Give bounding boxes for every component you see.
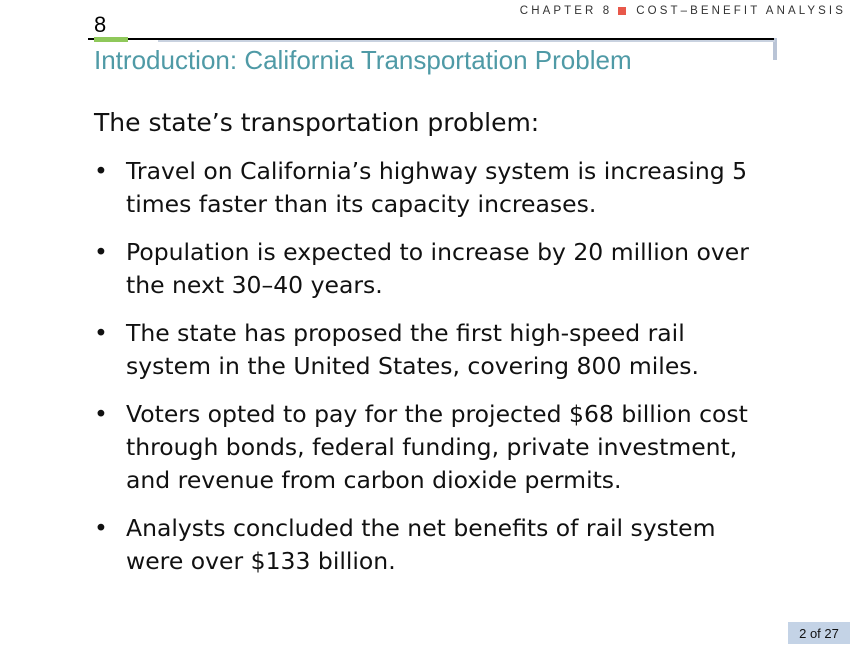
chapter-label: CHAPTER 8 [519, 5, 613, 17]
rule-shadow-bottom [158, 40, 775, 42]
bullet-icon: • [94, 238, 108, 266]
bullet-item [94, 398, 774, 497]
bullet-text: Travel on California’s highway system is increasing 5 times faster than its capacity increases. [126, 157, 748, 218]
bullet-text: The state has proposed the first high-speed rail system in the United States, covering 800 miles. [126, 319, 700, 380]
bullet-item [94, 155, 774, 221]
bullet-icon: • [94, 157, 108, 185]
bullet-icon: • [94, 514, 108, 542]
section-label: COST–BENEFIT ANALYSIS [636, 5, 846, 17]
bullet-icon: • [94, 400, 108, 428]
bullet-item [94, 236, 774, 302]
bullet-text: Population is expected to increase by 20 million over the next 30–40 years. [126, 238, 749, 299]
bullet-text: Analysts concluded the net benefits of rail system were over $133 billion. [126, 514, 716, 575]
bullet-icon: • [94, 319, 108, 347]
intro-text: The state’s transportation problem: [94, 108, 540, 137]
slide-title: Introduction: California Transportation Problem [94, 45, 632, 75]
bullet-list [94, 155, 774, 593]
page-indicator: 2 of 27 [788, 622, 850, 644]
chapter-number: 8 [94, 12, 107, 37]
bullet-text: Voters opted to pay for the projected $68 billion cost through bonds, federal funding, private investment, and revenue from carbon dioxide permits. [126, 400, 748, 494]
separator-square-icon [618, 7, 626, 15]
accent-mark [94, 37, 128, 42]
bullet-item [94, 317, 774, 383]
bullet-item [94, 512, 774, 578]
top-rule [88, 38, 774, 40]
chapter-header [520, 5, 846, 17]
